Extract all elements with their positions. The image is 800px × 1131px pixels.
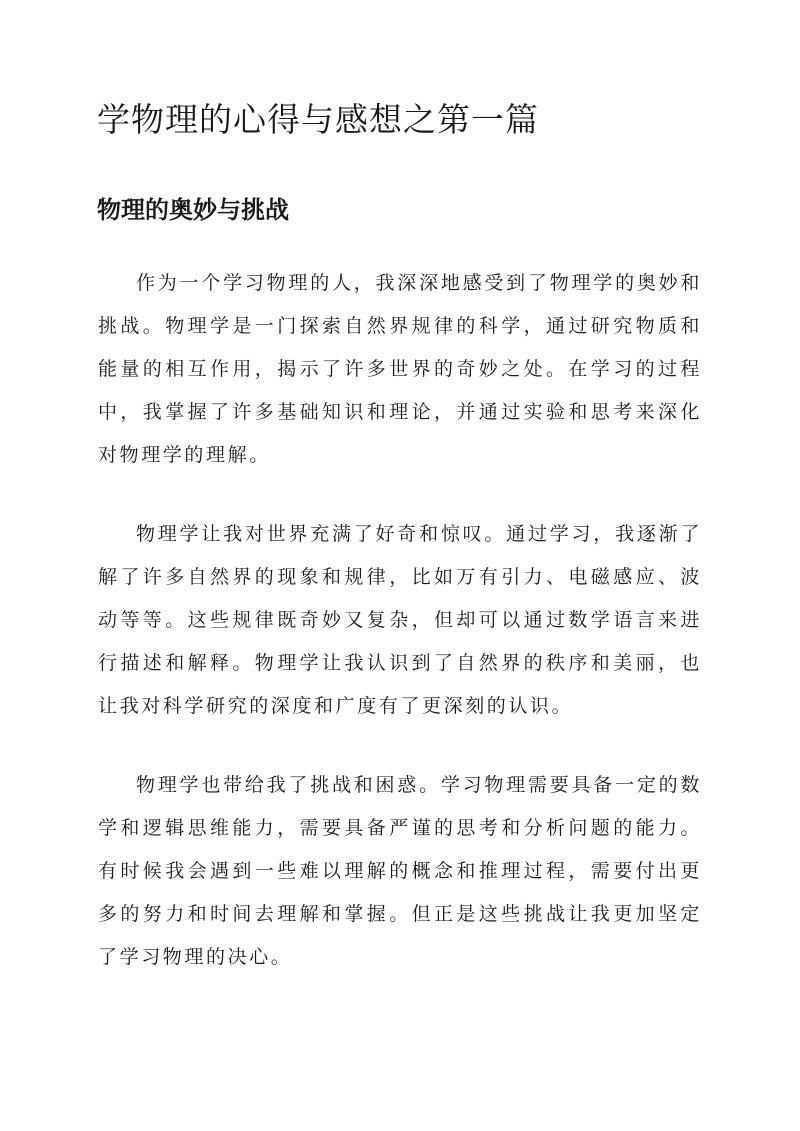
paragraph-2: 物理学让我对世界充满了好奇和惊叹。通过学习，我逐渐了解了许多自然界的现象和规律，比如万有引力、电磁感应、波动等等。这些规律既奇妙又复杂，但却可以通过数学语言来进行描述和解释。物理学让我认识到了自然界的秩序和美丽，也让我对科学研究的深度和广度有了更深刻的认识。 [98,523,702,717]
section-heading: 物理的奥妙与挑战 [97,195,289,224]
document-body [98,262,702,1015]
document-title: 学物理的心得与感想之第一篇 [97,100,539,139]
paragraph-1: 作为一个学习物理的人，我深深地感受到了物理学的奥妙和挑战。物理学是一门探索自然界规律的科学，通过研究物质和能量的相互作用，揭示了许多世界的奇妙之处。在学习的过程中，我掌握了许多基础知识和理论，并通过实验和思考来深化对物理学的理解。 [98,272,702,466]
paragraph-3: 物理学也带给我了挑战和困惑。学习物理需要具备一定的数学和逻辑思维能力，需要具备严谨的思考和分析问题的能力。有时候我会遇到一些难以理解的概念和推理过程，需要付出更多的努力和时间去理解和掌握。但正是这些挑战让我更加坚定了学习物理的决心。 [98,774,702,968]
